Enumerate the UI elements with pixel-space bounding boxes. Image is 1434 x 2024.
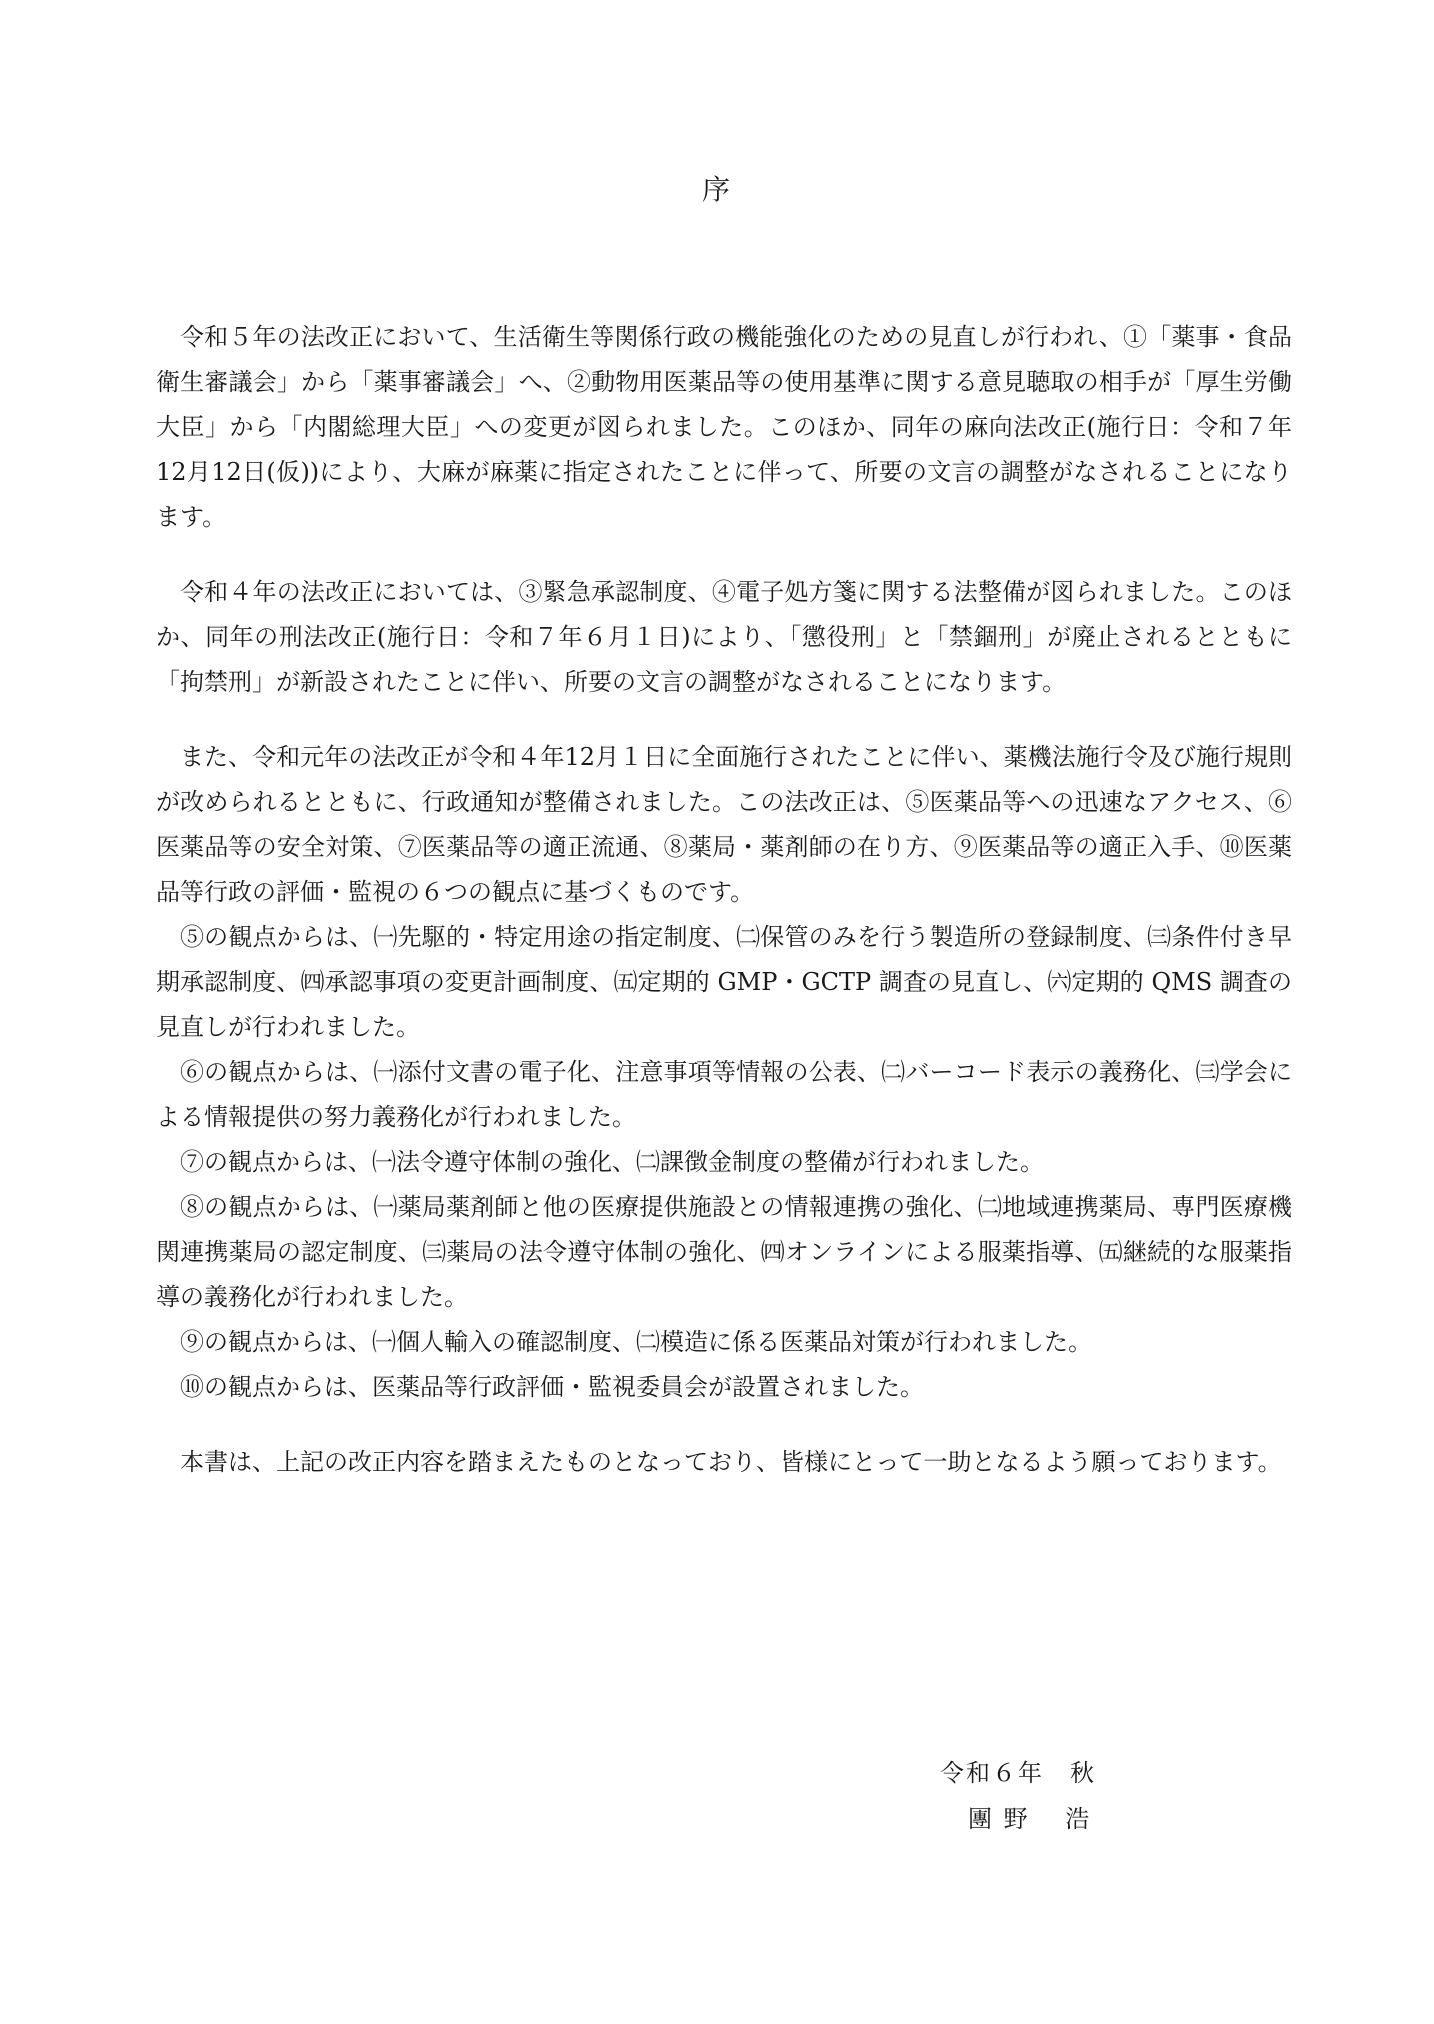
paragraph-1: 令和５年の法改正において、生活衛生等関係行政の機能強化のための見直しが行われ、①「薬事・食品衛生審議会」から「薬事審議会」へ、②動物用医薬品等の使用基準に関する意見聴取の相手が「厚生労働大臣」から「内閣総理大臣」への変更が図られました。このほか、同年の麻向法改正(施行日：令和７年12月12日(仮))により、大麻が麻薬に指定されたことに伴って、所要の文言の調整がなされることになります。 [156,323,1292,531]
paragraph-10: 本書は、上記の改正内容を踏まえたものとなっており、皆様にとって一助となるよう願っております。 [180,1448,1282,1476]
page-title: 序 [701,173,732,206]
paragraph-7: ⑧の観点からは、㈠薬局薬剤師と他の医療提供施設との情報連携の強化、㈡地域連携薬局、専門医療機関連携薬局の認定制度、㈢薬局の法令遵守体制の強化、㈣オンラインによる服薬指導、㈤継続的な服薬指導の義務化が行われました。 [156,1193,1292,1311]
paragraph-8: ⑨の観点からは、㈠個人輸入の確認制度、㈡模造に係る医薬品対策が行われました。 [180,1328,1092,1356]
paragraph-6: ⑦の観点からは、㈠法令遵守体制の強化、㈡課徴金制度の整備が行われました。 [180,1148,1044,1176]
signature-author: 團 野 浩 [968,1805,1092,1833]
body-text [156,315,1292,1485]
paragraph-4: ⑤の観点からは、㈠先駆的・特定用途の指定制度、㈡保管のみを行う製造所の登録制度、㈢条件付き早期承認制度、㈣承認事項の変更計画制度、㈤定期的 GMP・GCTP 調査の見直し、㈥定期的 QMS 調査の見直しが行われました。 [156,923,1292,1041]
paragraph-9: ⑩の観点からは、医薬品等行政評価・監視委員会が設置されました。 [180,1373,924,1401]
paragraph-2: 令和４年の法改正においては、③緊急承認制度、④電子処方箋に関する法整備が図られました。このほか、同年の刑法改正(施行日：令和７年６月１日)により、「懲役刑」と「禁錮刑」が廃止されるとともに「拘禁刑」が新設されたことに伴い、所要の文言の調整がなされることになります。 [156,578,1292,696]
signature [940,1750,1096,1842]
paragraph-5: ⑥の観点からは、㈠添付文書の電子化、注意事項等情報の公表、㈡バーコード表示の義務化、㈢学会による情報提供の努力義務化が行われました。 [156,1058,1292,1131]
paragraph-3: また、令和元年の法改正が令和４年12月１日に全面施行されたことに伴い、薬機法施行令及び施行規則が改められるとともに、行政通知が整備されました。この法改正は、⑤医薬品等への迅速なアクセス、⑥医薬品等の安全対策、⑦医薬品等の適正流通、⑧薬局・薬剤師の在り方、⑨医薬品等の適正入手、⑩医薬品等行政の評価・監視の６つの観点に基づくものです。 [156,743,1292,906]
signature-date: 令和６年 秋 [940,1759,1096,1787]
